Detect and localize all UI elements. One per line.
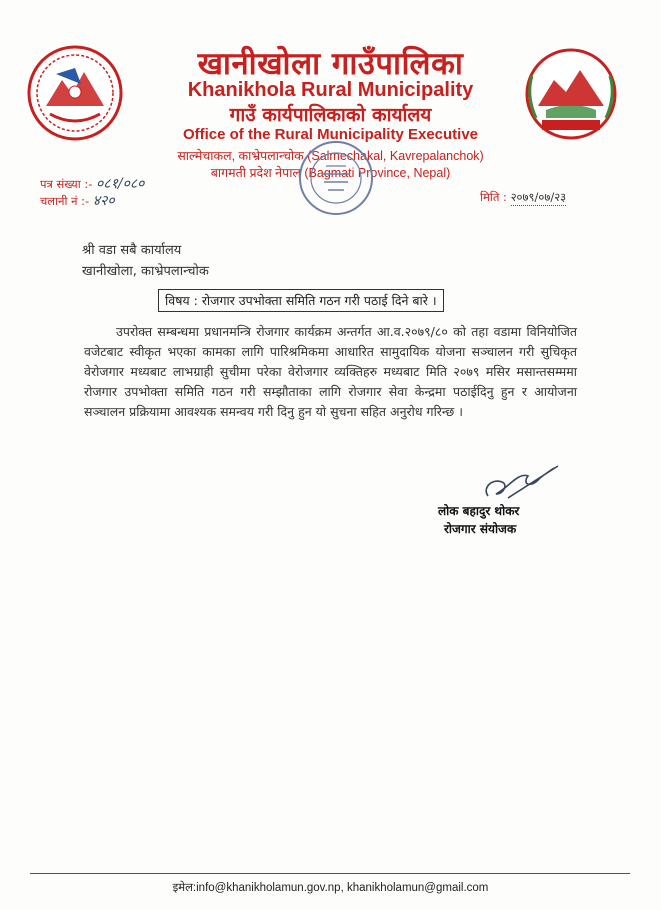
dispatch-value: ४२० — [92, 193, 115, 209]
signatory-title: रोजगार संयोजक — [444, 522, 517, 536]
recipient-line-1: श्री वडा सबै कार्यालय — [82, 243, 182, 258]
subject-line: विषय : रोजगार उपभोक्ता समिति गठन गरी पठाई दिने बारे । — [158, 289, 444, 312]
footer-contact: इमेल:info@khanikholamun.gov.np, khanikholamun@gmail.com — [172, 882, 489, 894]
recipient-block — [82, 240, 209, 282]
address-line-2: बागमती प्रदेश नेपाल (Bagmati Province, Nepal) — [210, 166, 451, 180]
dispatch-number-row — [40, 191, 115, 210]
footer-divider — [30, 873, 630, 874]
office-name-english: Office of the Rural Municipality Executive — [182, 126, 479, 143]
handwritten-signature — [478, 458, 564, 504]
municipality-name-nepali: खानीखोला गाउँपालिका — [197, 46, 464, 82]
date-row — [480, 190, 566, 206]
office-name-nepali: गाउँ कार्यपालिकाको कार्यालय — [229, 104, 432, 126]
municipality-name-english: Khanikhola Rural Municipality — [187, 79, 474, 101]
address-line-1: साल्मेचाकल, काभ्रेपलान्चोक (Salmechakal, Kavrepalanchok) — [177, 149, 484, 163]
letter-body: उपरोक्त सम्बन्धमा प्रधानमन्त्रि रोजगार कार्यक्रम अन्तर्गत आ.व.२०७९/८० को तहा वडामा विनियोजित वजेटबाट स्वीकृत भएका कामका लागि पारिश्रमिकमा आधारित सामुदायिक योजना सञ्चालन गरी सुचिकृत वेरोजगार मध्यबाट लाभग्राही सुचीमा परेका वेरोजगार व्यक्तिहरु मध्यबाट मिति २०७९ मसिर मसान्तसम्ममा रोजगार उपभोक्ता समिति गठन गरी सम्झौताका लागि रोजगार सेवा केन्द्रमा पठाईदिनु हुन र आयोजना सञ्चालन प्रक्रियामा आवश्यक समन्वय गरी दिनु हुन यो सुचना सहित अनुरोध गरिन्छ । — [84, 324, 577, 419]
office-stamp — [296, 138, 376, 218]
reference-label: पत्र संख्या :- — [40, 177, 93, 191]
signatory-name: लोक बहादुर थोकर — [438, 504, 520, 518]
date-label: मिति : — [480, 190, 507, 204]
reference-value: ०८१/०८० — [96, 176, 145, 192]
recipient-line-2: खानीखोला, काभ्रेपलान्चोक — [82, 264, 209, 279]
date-value: २०७९/०७/२३ — [510, 190, 567, 204]
dispatch-label: चलानी नं :- — [40, 194, 90, 208]
